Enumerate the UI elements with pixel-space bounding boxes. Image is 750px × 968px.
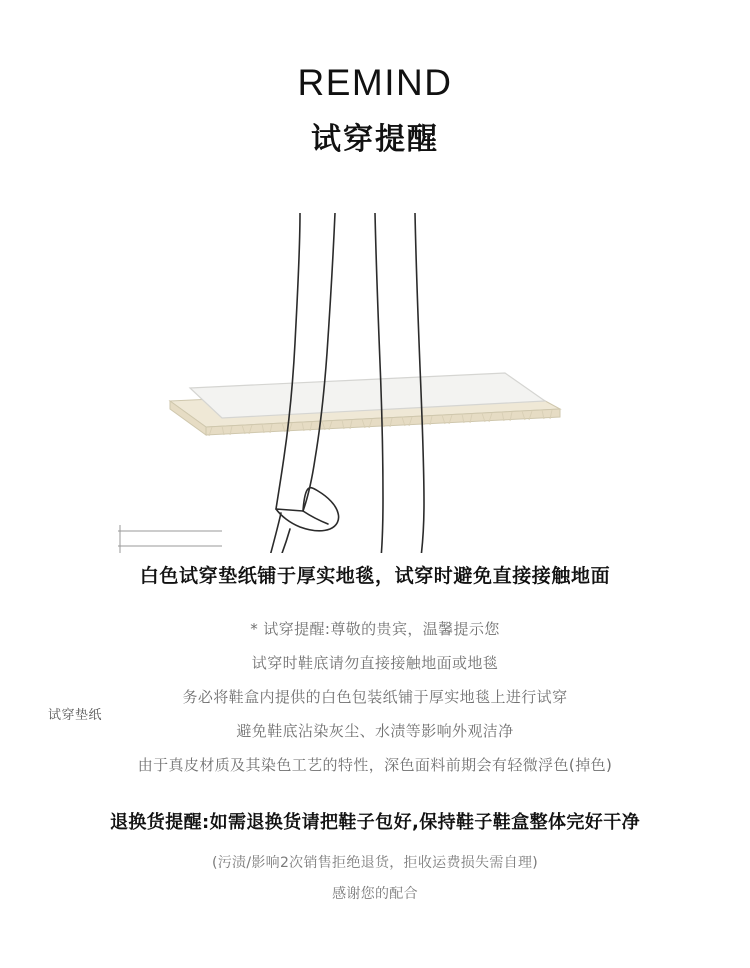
return-note-line: (污渍/影响2次销售拒绝退货，拒收运费损失需自理) [211, 854, 539, 871]
note-line: 避免鞋底沾染灰尘、水渍等影响外观洁净 [236, 721, 514, 740]
page-title-en: REMIND [297, 62, 453, 103]
callout-label-try-on-paper: 试穿垫纸 [48, 707, 103, 723]
page-header [0, 0, 750, 158]
return-policy-notes [0, 848, 750, 910]
return-policy-title: 退换货提醒:如需退换货请把鞋子包好,保持鞋子鞋盒整体完好干净 [109, 811, 641, 833]
note-line: * 试穿提醒:尊敬的贵宾，温馨提示您 [250, 619, 500, 638]
return-note-line: 感谢您的配合 [332, 885, 418, 902]
note-line: 由于真皮材质及其染色工艺的特性，深色面料前期会有轻微浮色(掉色) [137, 755, 613, 774]
body-content [0, 561, 750, 910]
note-line: 试穿时鞋底请勿直接接触地面或地毯 [251, 653, 499, 672]
page-title-cn: 试穿提醒 [311, 121, 439, 157]
illustration-svg [0, 213, 750, 553]
notes-list [0, 612, 750, 782]
note-line: 务必将鞋盒内提供的白色包装纸铺于厚实地毯上进行试穿 [182, 687, 568, 706]
lead-statement: 白色试穿垫纸铺于厚实地毯，试穿时避免直接接触地面 [139, 564, 611, 587]
callout-leader-lines [118, 525, 222, 553]
